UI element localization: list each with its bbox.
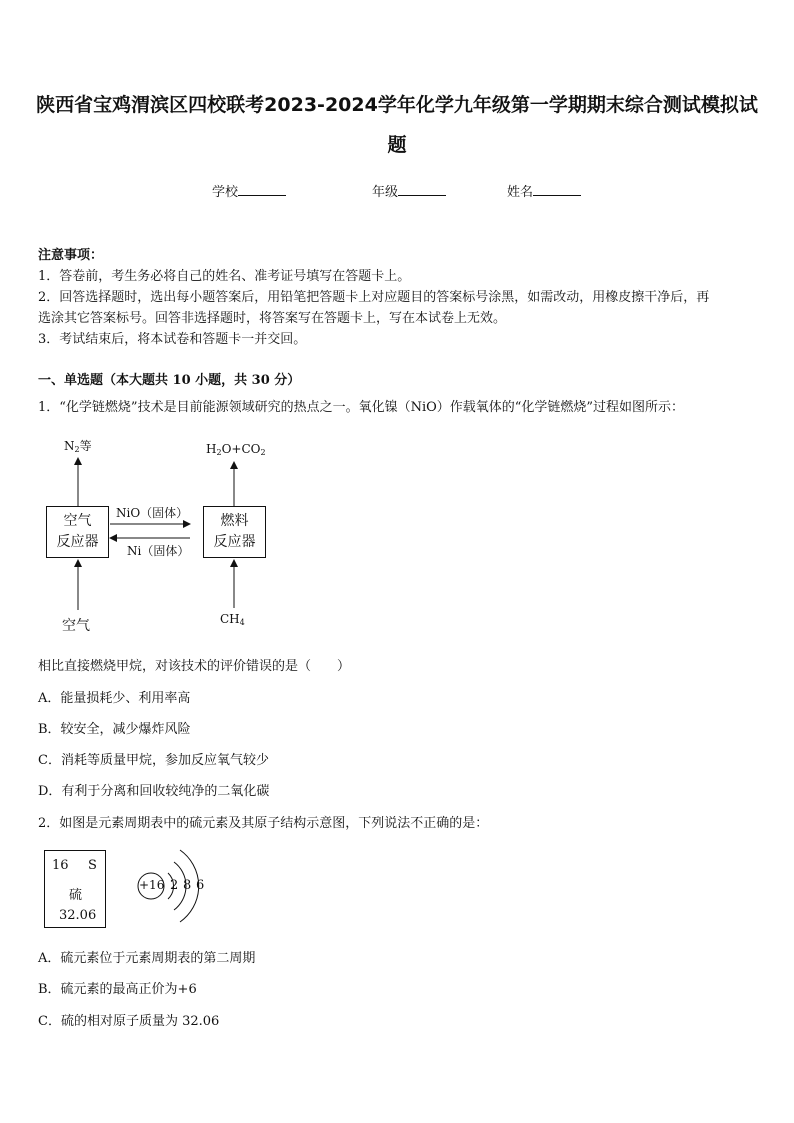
label-products-h: H <box>206 442 217 456</box>
label-nitrogen-symbol: N <box>64 439 75 453</box>
school-label: 学校 <box>212 185 239 200</box>
grade-label: 年级 <box>372 185 399 200</box>
atomic-mass: 32.06 <box>59 908 97 923</box>
name-blank <box>533 183 581 196</box>
q1-option-d: D．有利于分离和回收较纯净的二氧化碳 <box>38 784 270 799</box>
shell-1-electrons: 2 <box>170 878 179 893</box>
notes-item-1: 1．答卷前，考生务必将自己的姓名、准考证号填写在答题卡上。 <box>38 269 411 284</box>
q1-stem: 1．“化学链燃烧”技术是目前能源领域研究的热点之一。氧化镍（NiO）作载氧体的“化学链燃烧”过程如图所示： <box>38 400 685 415</box>
label-ni-solid: Ni（固体） <box>127 544 190 558</box>
fuel-reactor-label-1: 燃料 <box>220 513 249 529</box>
fuel-reactor-label-2: 反应器 <box>213 534 256 550</box>
atomic-number: 16 <box>52 858 69 873</box>
shell-3-electrons: 6 <box>196 878 205 893</box>
label-products <box>206 442 266 457</box>
element-symbol: S <box>88 858 97 873</box>
q1-option-a: A．能量损耗少、利用率高 <box>38 691 191 706</box>
school-blank <box>238 183 286 196</box>
q2-option-b: B．硫元素的最高正价为+6 <box>38 982 197 997</box>
label-products-sub1: 2 <box>216 448 222 457</box>
label-nio-solid: NiO（固体） <box>116 506 189 520</box>
label-methane <box>220 612 245 627</box>
page-title-continued: 题 <box>387 134 407 156</box>
label-nitrogen-sub: 2 <box>74 445 80 454</box>
q1-option-c: C．消耗等质量甲烷，参加反应氧气较少 <box>38 753 269 768</box>
grade-blank <box>398 183 446 196</box>
label-products-rest: O+CO <box>221 442 261 456</box>
q2-option-a: A．硫元素位于元素周期表的第二周期 <box>38 951 256 966</box>
q1-question: 相比直接燃烧甲烷，对该技术的评价错误的是（ ） <box>38 659 351 674</box>
section-heading: 一、单选题（本大题共 10 小题，共 30 分） <box>38 373 301 388</box>
label-methane-ch: CH <box>220 612 240 626</box>
page-title: 陕西省宝鸡渭滨区四校联考2023-2024学年化学九年级第一学期期末综合测试模拟试 <box>36 94 758 116</box>
label-air-input: 空气 <box>62 618 90 634</box>
notes-item-2: 2．回答选择题时，选出每小题答案后，用铅笔把答题卡上对应题目的答案标号涂黑，如需改动，用橡皮擦干净后，再 <box>38 290 710 305</box>
notes-heading: 注意事项： <box>38 248 104 263</box>
notes-item-2-continued: 选涂其它答案标号。回答非选择题时，将答案写在答题卡上，写在本试卷上无效。 <box>38 311 507 326</box>
label-methane-sub: 4 <box>239 618 245 627</box>
grade-field <box>372 181 446 200</box>
label-nitrogen-suffix: 等 <box>79 439 92 453</box>
air-reactor-label-1: 空气 <box>63 513 92 529</box>
name-field <box>507 181 581 200</box>
q2-option-c: C．硫的相对原子质量为 32.06 <box>38 1014 220 1029</box>
notes-item-3: 3．考试结束后，将本试卷和答题卡一并交回。 <box>38 332 307 347</box>
shell-2-electrons: 8 <box>183 878 192 893</box>
sulfur-element-cell <box>44 850 106 928</box>
label-nitrogen <box>64 437 92 454</box>
nucleus-charge: +16 <box>139 878 165 892</box>
school-field <box>212 181 286 200</box>
name-label: 姓名 <box>507 185 534 200</box>
element-name: 硫 <box>69 888 83 903</box>
air-reactor-box <box>46 506 109 558</box>
q2-stem: 2．如图是元素周期表中的硫元素及其原子结构示意图，下列说法不正确的是： <box>38 816 489 831</box>
air-reactor-label-2: 反应器 <box>56 534 99 550</box>
q1-option-b: B．较安全，减少爆炸风险 <box>38 722 191 737</box>
fuel-reactor-box <box>203 506 266 558</box>
label-products-sub2: 2 <box>260 448 266 457</box>
